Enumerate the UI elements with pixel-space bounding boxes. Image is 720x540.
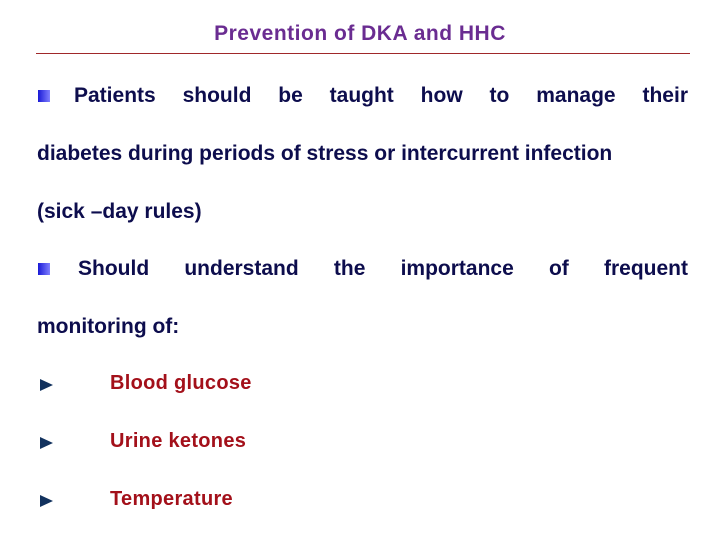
title-divider	[36, 53, 690, 54]
triangle-bullet-icon	[40, 495, 53, 507]
bullet-2-line-1: Should understand the importance of frequent	[78, 257, 688, 280]
sub-item-urine-ketones: Urine ketones	[110, 430, 247, 452]
triangle-bullet-icon	[40, 437, 53, 449]
bullet-1-line-1: Patients should be taught how to manage their	[74, 84, 688, 107]
bullet-1-line-2: diabetes during periods of stress or intercurrent infection	[37, 142, 613, 165]
square-bullet-icon	[38, 90, 50, 102]
square-bullet-icon	[38, 263, 50, 275]
bullet-1-line-3: (sick –day rules)	[37, 200, 202, 223]
bullet-2-line-2: monitoring of:	[37, 315, 180, 338]
sub-item-temperature: Temperature	[110, 488, 233, 510]
sub-item-blood-glucose: Blood glucose	[110, 372, 252, 394]
slide-title: Prevention of DKA and HHC	[214, 22, 506, 45]
triangle-bullet-icon	[40, 379, 53, 391]
